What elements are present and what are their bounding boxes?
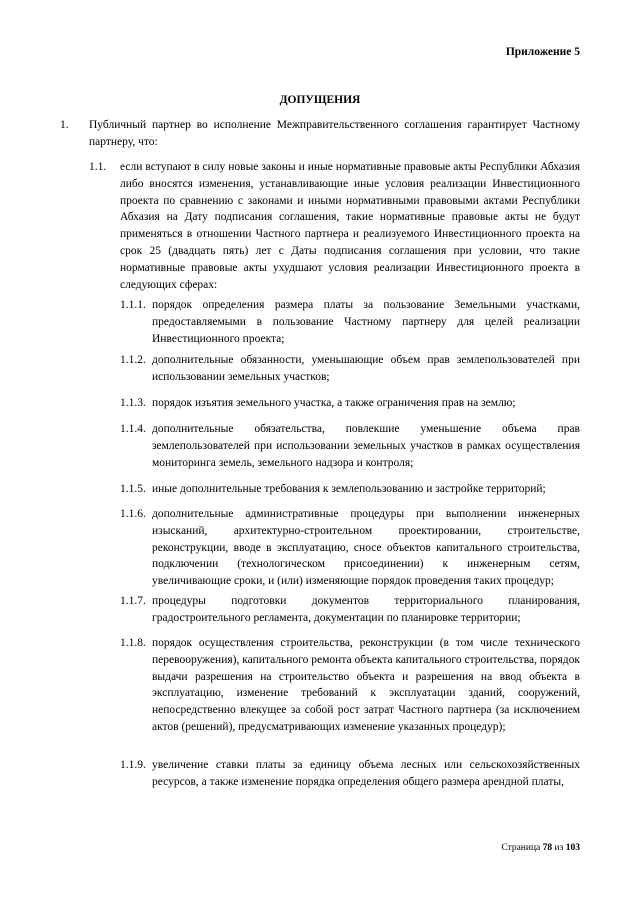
item-text: дополнительные обязательства, повлекшие уменьшение объема прав землепользователей при использовании земельных участков в рамках осуществления мониторинга земель, земельного надзора и контроля; (152, 423, 580, 469)
item-number: 1.1.8. (120, 637, 146, 649)
section-text: Публичный партнер во исполнение Межправительственного соглашения гарантирует Частному партнеру, что: (89, 119, 580, 148)
item-text: порядок изъятия земельного участка, а также ограничения прав на землю; (152, 397, 516, 409)
item-number: 1.1.6. (120, 508, 146, 520)
clause-text: если вступают в силу новые законы и иные нормативные правовые акты Республики Абхазия либо вносятся изменения, устанавливающие иные условия реализации Инвестиционного проекта по сравнению с законами и иными нормативными правовыми актами Республики Абхазия на Дату подписания соглашения, такие нормативные правовые акты не будут применяться в отношении Частного партнера и реализуемого Инвестиционного проекта на срок 25 (двадцать пять) лет с Даты подписания соглашения при условии, что такие нормативные правовые акты ухудшают условия реализации Инвестиционного проекта в следующих сферах: (120, 161, 580, 291)
item-text: порядок определения размера платы за пользование Земельными участками, предоставляемыми в пользование Частному партнеру для целей реализации Инвестиционного проекта; (152, 299, 580, 345)
appendix-label: Приложение 5 (505, 46, 580, 58)
clause-number: 1.1. (89, 161, 107, 173)
item-text: дополнительные административные процедуры при выполнении инженерных изысканий, архитектурно-строительном проектировании, строительстве, реконструкции, вводе в эксплуатацию, сносе объектов капитального строительства, подключении (технологическом присоединении) к инженерным сетям, увеличивающие сроки, и (или) изменяющие порядок проведения таких процедур; (152, 508, 580, 588)
item-number: 1.1.3. (120, 397, 146, 409)
item-text: дополнительные обязанности, уменьшающие объем прав землепользователей при использовании земельных участков; (152, 354, 580, 383)
page-number: 78 (542, 843, 553, 853)
page-prefix: Страница (501, 843, 541, 853)
item-number: 1.1.4. (120, 423, 146, 435)
page-footer (501, 840, 580, 857)
document-title: ДОПУЩЕНИЯ (279, 94, 361, 106)
item-number: 1.1.5. (120, 483, 146, 495)
item-number: 1.1.7. (120, 595, 146, 607)
page-of: из (554, 843, 564, 853)
item-text: порядок осуществления строительства, реконструкции (в том числе технического перевооружения), капитального ремонта объекта капитального строительства, порядок выдачи разрешения на строительство объекта и разрешения на ввод объекта в эксплуатацию, изменение требований к эксплуатации зданий, сооружений, непосредственно влекущее за собой рост затрат Частного партнера (за исключением актов (решений), предусматривающих изменение указанных процедур); (152, 637, 580, 733)
item-number: 1.1.1. (120, 299, 146, 311)
item-text: процедуры подготовки документов территориального планирования, градостроительного регламента, документации по планировке территории; (152, 595, 580, 624)
section-number: 1. (60, 119, 69, 131)
item-text: увеличение ставки платы за единицу объема лесных или сельскохозяйственных ресурсов, а также изменение порядка определения общего размера арендной платы, (152, 759, 580, 788)
item-number: 1.1.9. (120, 759, 146, 771)
item-number: 1.1.2. (120, 354, 146, 366)
item-text: иные дополнительные требования к землепользованию и застройке территорий; (152, 483, 546, 495)
page-total: 103 (565, 843, 580, 853)
